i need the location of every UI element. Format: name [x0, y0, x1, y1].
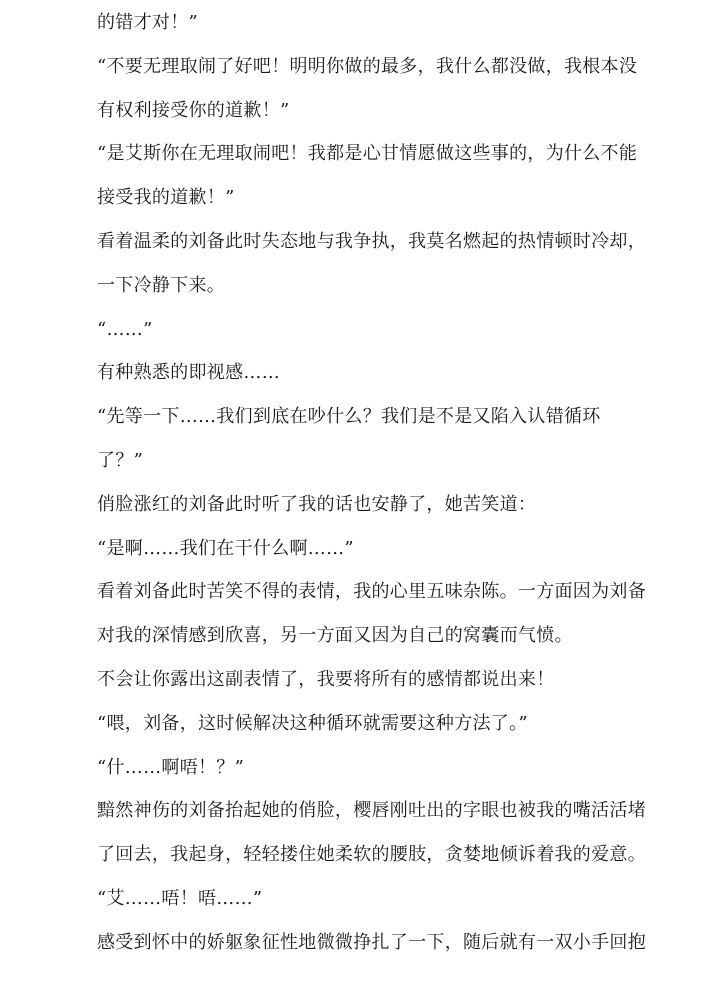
text-line: “是艾斯你在无理取闹吧！我都是心甘情愿做这些事的，为什么不能 — [97, 143, 638, 165]
text-line: 的错才对！” — [97, 12, 199, 33]
text-line: 看着刘备此时苦笑不得的表情，我的心里五味杂陈。一方面因为刘备 — [97, 581, 646, 603]
text-line: 俏脸涨红的刘备此时听了我的话也安静了，她苦笑道： — [97, 493, 537, 515]
text-line: 接受我的道歉！” — [97, 187, 235, 209]
text-line: 一下冷静下来。 — [97, 274, 226, 296]
text-line: 看着温柔的刘备此时失态地与我争执，我莫名燃起的热情顿时冷却， — [97, 230, 646, 252]
text-line: “先等一下……我们到底在吵什么？我们是不是又陷入认错循环 — [97, 406, 601, 428]
text-line: “不要无理取闹了好吧！明明你做的最多，我什么都没做，我根本没 — [97, 55, 638, 77]
text-line: “喂，刘备，这时候解决这种循环就需要这种方法了。” — [97, 712, 528, 734]
text-line: 不会让你露出这副表情了，我要将所有的感情都说出来！ — [97, 668, 555, 690]
text-line: 了？” — [97, 449, 144, 471]
text-line: 了回去，我起身，轻轻搂住她柔软的腰肢，贪婪地倾诉着我的爱意。 — [97, 844, 646, 866]
text-line: 感受到怀中的娇躯象征性地微微挣扎了一下，随后就有一双小手回抱 — [97, 931, 646, 953]
text-line: “艾……唔！唔……” — [97, 887, 263, 909]
text-line: “是啊……我们在干什么啊……” — [97, 537, 354, 559]
text-line: 黯然神伤的刘备抬起她的俏脸，樱唇刚吐出的字眼也被我的嘴活活堵 — [97, 800, 646, 822]
text-line: “什……啊唔！？” — [97, 756, 245, 778]
text-line: “……” — [97, 318, 153, 340]
document-page — [97, 6, 697, 970]
text-line: 有种熟悉的即视感…… — [97, 362, 280, 384]
text-line: 对我的深情感到欣喜，另一方面又因为自己的窝囊而气愤。 — [97, 625, 573, 647]
text-line: 有权利接受你的道歉！” — [97, 99, 290, 121]
